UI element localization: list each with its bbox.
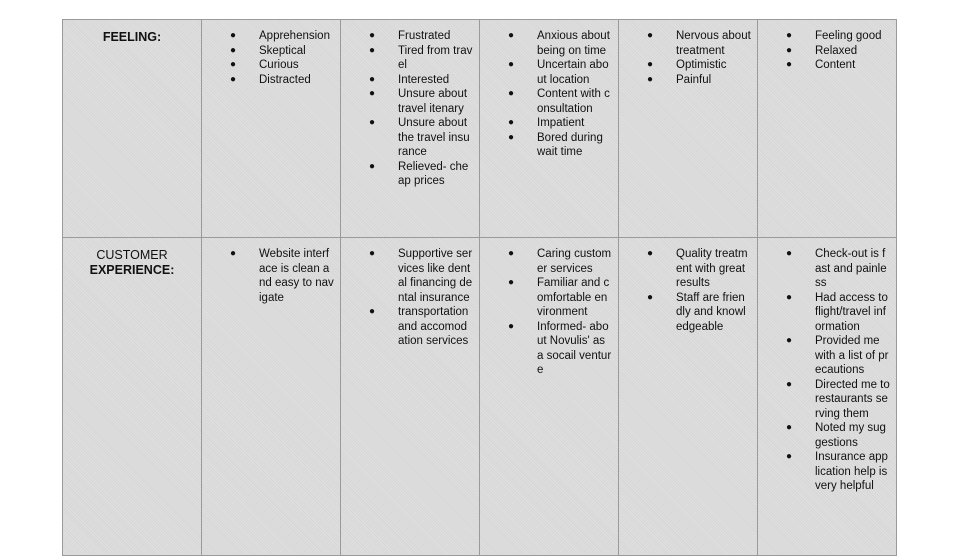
- list-item: [480, 276, 612, 320]
- list-item-text: Tired from travel: [398, 44, 473, 71]
- table-cell: [758, 20, 897, 238]
- bullet-list: [619, 20, 757, 87]
- bullet-icon: ●: [508, 59, 515, 70]
- list-item: [202, 247, 334, 305]
- list-item-text: Unsure about travel itenary: [398, 88, 468, 115]
- list-item-text: transportation and accomodation services: [398, 306, 469, 347]
- list-item-text: Uncertain about location: [537, 59, 609, 86]
- list-item-text: Informed- about Novulis' as a socail venture: [537, 320, 612, 376]
- list-item: [341, 116, 473, 160]
- list-item-text: Apprehension: [259, 30, 330, 42]
- bullet-list: [341, 238, 479, 349]
- list-item: [619, 291, 751, 335]
- bullet-icon: ●: [786, 59, 793, 70]
- list-item: [480, 58, 612, 87]
- bullet-icon: ●: [786, 378, 793, 390]
- table-cell: [341, 238, 480, 556]
- list-item: [758, 378, 890, 422]
- bullet-icon: ●: [647, 291, 654, 303]
- list-item: [758, 247, 890, 291]
- list-item-text: Relieved- cheap prices: [398, 160, 469, 187]
- list-item-text: Caring customer services: [537, 248, 612, 275]
- bullet-list: [202, 238, 340, 305]
- list-item: [202, 29, 334, 44]
- list-item: [619, 73, 751, 88]
- bullet-icon: ●: [230, 59, 237, 70]
- list-item-text: Anxious about being on time: [537, 30, 610, 57]
- bullet-icon: ●: [786, 30, 793, 41]
- bullet-icon: ●: [230, 248, 237, 259]
- list-item: [619, 247, 751, 291]
- bullet-icon: ●: [369, 44, 376, 56]
- list-item-text: Insurance application help is very helpful: [815, 451, 888, 492]
- list-item-text: Relaxed: [815, 44, 858, 57]
- bullet-list: [619, 238, 757, 334]
- list-item: [758, 44, 890, 59]
- list-item: [758, 291, 890, 335]
- list-item-text: Quality treatment with great results: [676, 248, 748, 289]
- table-cell: [480, 238, 619, 556]
- customer-experience-row: [63, 238, 897, 556]
- bullet-list: [341, 20, 479, 189]
- bullet-icon: ●: [369, 117, 376, 128]
- list-item: [480, 29, 612, 58]
- list-item-text: Frustrated: [398, 30, 451, 42]
- list-item: [758, 421, 890, 450]
- list-item-text: Supportive services like dental financing dental insurance: [398, 248, 473, 304]
- bullet-icon: ●: [786, 451, 793, 462]
- list-item-text: Optimistic: [676, 59, 727, 71]
- bullet-icon: ●: [508, 88, 515, 99]
- bullet-icon: ●: [786, 248, 793, 259]
- list-item: [341, 305, 473, 349]
- list-item: [341, 160, 473, 189]
- bullet-icon: ●: [647, 73, 654, 85]
- table-cell: [480, 20, 619, 238]
- bullet-list: [758, 20, 896, 73]
- list-item-text: Curious: [259, 59, 299, 71]
- row-label-text: FEELING:: [102, 30, 162, 44]
- list-item: [341, 73, 473, 88]
- row-label-text: CUSTOMER: [96, 248, 168, 262]
- table-cell: [202, 238, 341, 556]
- list-item-text: Provided me with a list of precautions: [815, 335, 889, 376]
- list-item: [619, 58, 751, 73]
- list-item: [480, 320, 612, 378]
- list-item: [341, 247, 473, 305]
- bullet-icon: ●: [230, 73, 237, 85]
- list-item: [202, 58, 334, 73]
- list-item: [341, 87, 473, 116]
- list-item-text: Website interface is clean and easy to navigate: [259, 248, 334, 304]
- bullet-icon: ●: [786, 335, 793, 346]
- customer-experience-row-label: [63, 238, 202, 556]
- list-item-text: Noted my suggestions: [815, 422, 886, 449]
- table-cell: [202, 20, 341, 238]
- list-item: [758, 334, 890, 378]
- bullet-icon: ●: [647, 59, 654, 70]
- list-item: [758, 29, 890, 44]
- list-item-text: Had access to flight/travel information: [815, 291, 888, 333]
- list-item: [480, 116, 612, 131]
- list-item-text: Familiar and comfortable environment: [537, 277, 610, 318]
- bullet-icon: ●: [786, 44, 793, 56]
- table-cell: [619, 238, 758, 556]
- list-item-text: Content: [815, 59, 856, 71]
- customer-journey-table: [62, 19, 897, 556]
- list-item-text: Painful: [676, 73, 712, 86]
- bullet-icon: ●: [786, 422, 793, 433]
- list-item: [480, 247, 612, 276]
- list-item-text: Impatient: [537, 117, 585, 129]
- bullet-icon: ●: [369, 73, 376, 85]
- bullet-list: [202, 20, 340, 87]
- bullet-icon: ●: [369, 248, 376, 259]
- list-item-text: Check-out is fast and painless: [815, 248, 887, 289]
- bullet-list: [758, 238, 896, 494]
- bullet-list: [480, 238, 618, 378]
- bullet-icon: ●: [508, 30, 515, 41]
- list-item-text: Interested: [398, 73, 450, 86]
- list-item: [341, 44, 473, 73]
- bullet-icon: ●: [369, 88, 376, 99]
- bullet-icon: ●: [369, 160, 376, 172]
- list-item: [758, 450, 890, 494]
- bullet-icon: ●: [508, 117, 515, 128]
- bullet-icon: ●: [786, 291, 793, 303]
- list-item: [480, 87, 612, 116]
- bullet-icon: ●: [508, 131, 515, 143]
- feeling-row: [63, 20, 897, 238]
- bullet-icon: ●: [508, 248, 515, 259]
- table-cell: [758, 238, 897, 556]
- bullet-icon: ●: [647, 248, 654, 259]
- row-label-text: EXPERIENCE:: [89, 262, 175, 277]
- list-item-text: Nervous about treatment: [676, 30, 751, 57]
- list-item-text: Staff are friendly and knowledgeable: [676, 291, 746, 333]
- table-cell: [341, 20, 480, 238]
- list-item: [480, 131, 612, 160]
- table-cell: [619, 20, 758, 238]
- list-item-text: Unsure about the travel insurance: [398, 117, 470, 158]
- list-item-text: Bored during wait time: [537, 131, 603, 158]
- list-item-text: Directed me to restaurants serving them: [815, 378, 890, 420]
- list-item-text: Distracted: [259, 73, 311, 86]
- bullet-icon: ●: [369, 30, 376, 41]
- list-item: [341, 29, 473, 44]
- bullet-icon: ●: [230, 44, 237, 56]
- bullet-icon: ●: [508, 320, 515, 332]
- list-item: [619, 29, 751, 58]
- list-item: [202, 73, 334, 88]
- list-item-text: Skeptical: [259, 44, 306, 57]
- bullet-icon: ●: [508, 277, 515, 288]
- list-item-text: Content with consultation: [537, 88, 610, 115]
- bullet-icon: ●: [647, 30, 654, 41]
- bullet-icon: ●: [369, 306, 376, 317]
- bullet-icon: ●: [230, 30, 237, 41]
- list-item: [202, 44, 334, 59]
- bullet-list: [480, 20, 618, 160]
- feeling-row-label: [63, 20, 202, 238]
- list-item-text: Feeling good: [815, 30, 882, 42]
- list-item: [758, 58, 890, 73]
